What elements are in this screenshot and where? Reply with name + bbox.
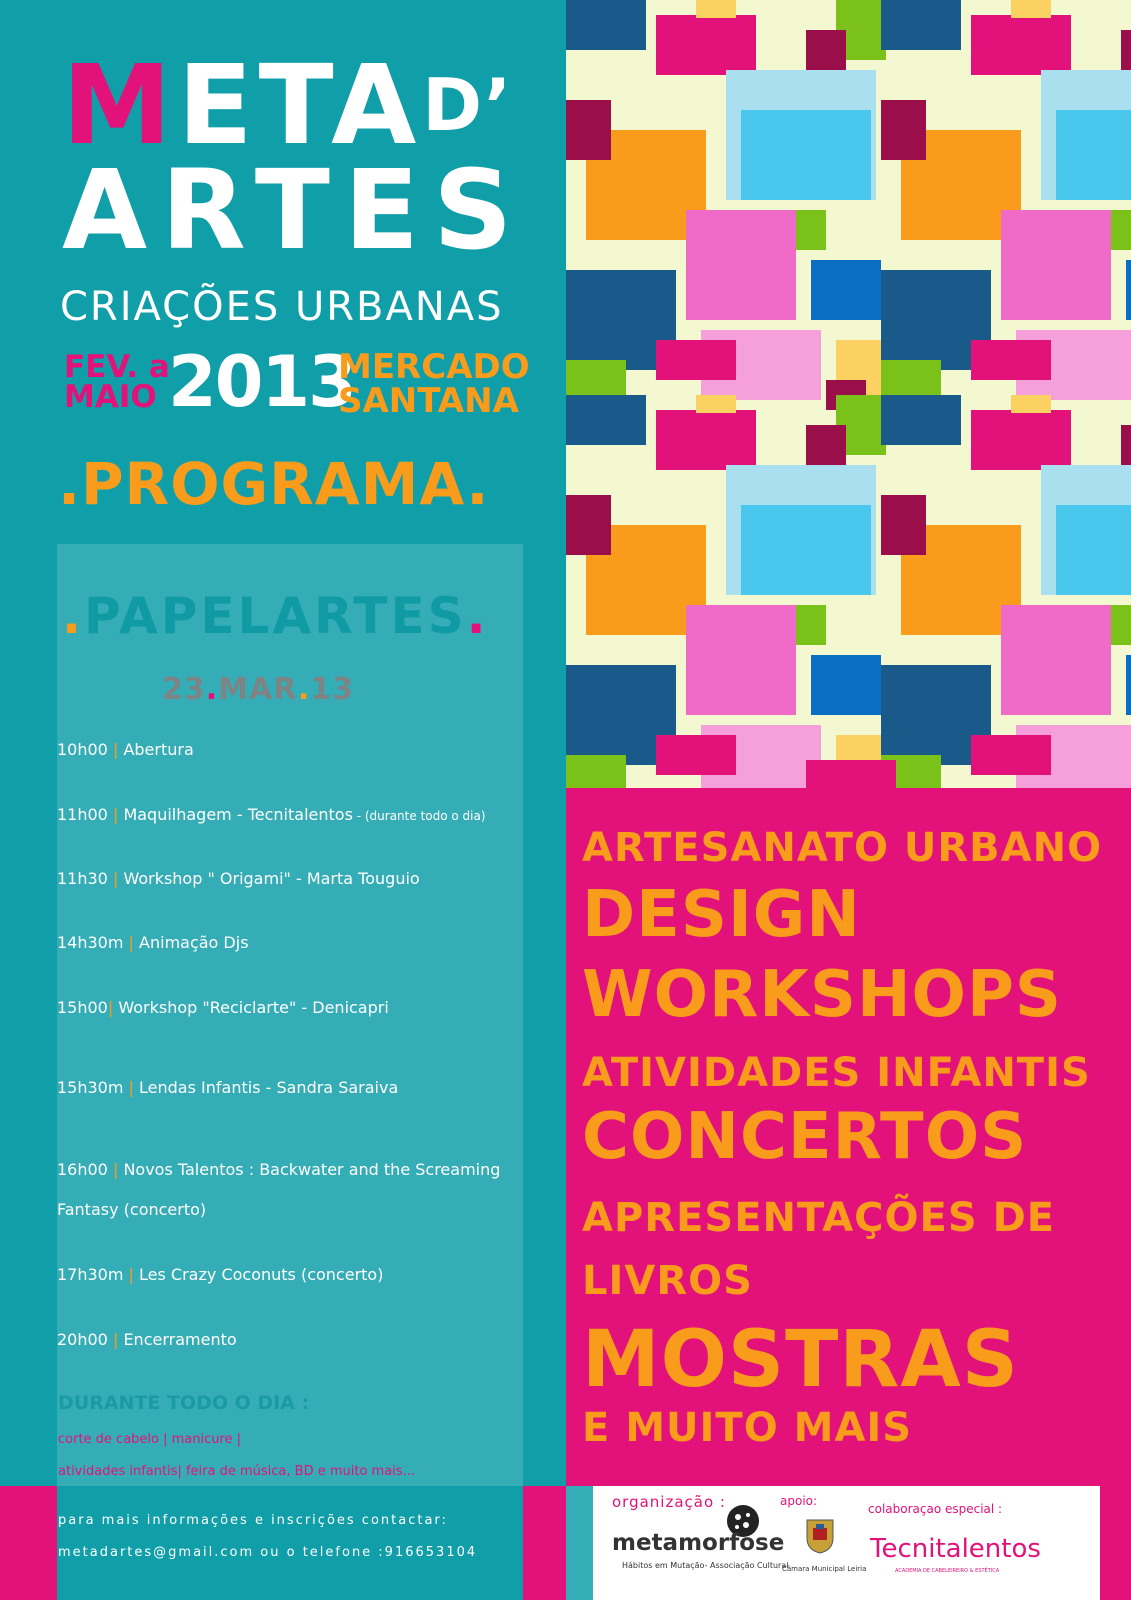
title-meta: $META^{D’}$ (62, 41, 514, 169)
schedule-item: 16h00 | Novos Talentos : Backwater and the Screaming (57, 1160, 501, 1179)
date-range: FEV. a MAIO (64, 349, 170, 415)
activity-item: WORKSHOPS (582, 958, 1062, 1032)
activity-item: CONCERTOS (582, 1100, 1028, 1174)
special-label: colaboraçao especial : (868, 1502, 1003, 1516)
activity-item: LIVROS (582, 1258, 753, 1304)
activity-item: ARTESANATO URBANO (582, 825, 1103, 871)
support-name: Câmara Municipal Leiria (782, 1565, 867, 1573)
schedule-item: 15h00| Workshop "Reciclarte" - Denicapri (57, 998, 389, 1017)
year: 2013 (168, 341, 355, 423)
venue: MERCADO SANTANA (338, 347, 530, 421)
coat-of-arms-icon (805, 1518, 835, 1558)
activity-item: E MUITO MAIS (582, 1405, 913, 1451)
activity-item: DESIGN (582, 878, 861, 952)
schedule-item: 10h00 | Abertura (57, 740, 194, 759)
schedule-item: 15h30m | Lendas Infantis - Sandra Saraiva (57, 1078, 399, 1097)
contact-line: para mais informações e inscrições contactar: (58, 1513, 448, 1528)
activity-item: APRESENTAÇÕES DE (582, 1195, 1056, 1241)
schedule-item: 11h00 | Maquilhagem - Tecnitalentos - (durante todo o dia) (57, 805, 486, 824)
during-line: atividades infantis| feira de música, BD e muito mais... (58, 1464, 415, 1479)
schedule-item: Fantasy (concerto) (57, 1200, 207, 1219)
subtitle: CRIAÇÕES URBANAS (60, 284, 504, 330)
title-artes: ARTES (62, 146, 527, 274)
schedule-item: 11h30 | Workshop " Origami" - Marta Touguio (57, 869, 420, 888)
org-label: organização : (612, 1493, 726, 1511)
activity-item: MOSTRAS (582, 1315, 1019, 1405)
event-date: 23.MAR.13 (162, 672, 355, 707)
contact-email[interactable]: metadartes@gmail.com ou o telefone :916653104 (58, 1545, 478, 1560)
during-line: corte de cabelo | manicure | (58, 1432, 242, 1447)
special-name: Tecnitalentos (870, 1534, 1041, 1564)
org-name: metamorfose (612, 1530, 785, 1556)
pattern-graphic (566, 0, 1131, 788)
support-label: apoio: (780, 1494, 818, 1508)
special-tagline: ACADEMIA DE CABELEIREIRO & ESTÉTICA (895, 1568, 1000, 1574)
org-tagline: Hábitos em Mutação- Associação Cultural (622, 1561, 789, 1570)
schedule-item: 20h00 | Encerramento (57, 1330, 237, 1349)
section-title: .PAPELARTES. (62, 587, 489, 645)
schedule-item: 17h30m | Les Crazy Coconuts (concerto) (57, 1265, 384, 1284)
during-title: DURANTE TODO O DIA : (58, 1392, 310, 1414)
programa-heading: .PROGRAMA. (58, 450, 490, 518)
schedule-item: 14h30m | Animação Djs (57, 933, 249, 952)
decorative-pattern (566, 0, 1131, 788)
activity-item: ATIVIDADES INFANTIS (582, 1050, 1091, 1096)
